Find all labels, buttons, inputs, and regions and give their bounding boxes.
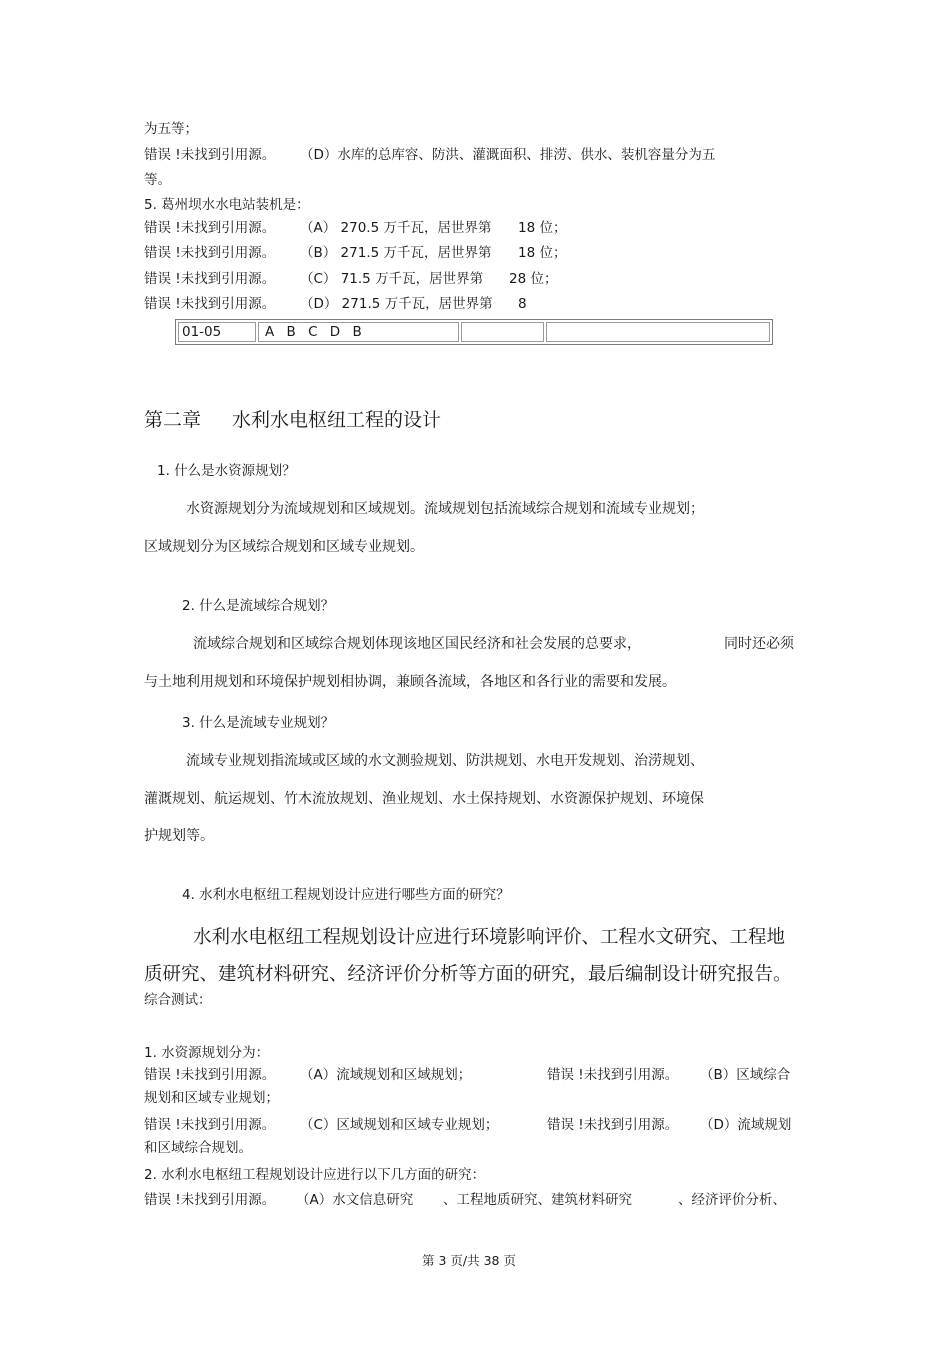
- option-b-rank: 18 位；: [518, 245, 567, 261]
- question-heading: 2. 什么是流域综合规划？: [182, 598, 335, 614]
- option-d-cont: 和区域综合规划。: [144, 1140, 252, 1156]
- option-d: （D） 271.5 万千瓦，居世界第: [300, 296, 493, 312]
- text-line: 为五等；: [144, 121, 198, 137]
- error-ref: 错误 !未找到引用源。: [547, 1117, 679, 1133]
- answer-text-large: 质研究、建筑材料研究、经济评价分析等方面的研究，最后编制设计研究报告。: [144, 964, 792, 985]
- error-ref: 错误 !未找到引用源。: [547, 1067, 679, 1083]
- section-title: 综合测试：: [144, 992, 212, 1008]
- option-c: （C） 71.5 万千瓦，居世界第: [300, 271, 484, 287]
- text-line: 等。: [144, 172, 171, 188]
- option-d: （D）流域规划: [700, 1117, 792, 1133]
- answer-text: 护规划等。: [144, 828, 214, 844]
- error-ref: 错误 !未找到引用源。: [144, 271, 276, 287]
- option-d-rank: 8: [518, 296, 527, 312]
- option-a: （A）水文信息研究: [296, 1192, 414, 1208]
- option-a-cont: 、经济评价分析、: [678, 1192, 786, 1208]
- answer-cell: [461, 322, 544, 342]
- option-a-rank: 18 位；: [518, 220, 567, 236]
- error-ref: 错误 !未找到引用源。: [144, 1192, 276, 1208]
- answer-text-large: 水利水电枢纽工程规划设计应进行环境影响评价、工程水文研究、工程地: [193, 927, 786, 948]
- answer-table: [175, 319, 773, 345]
- error-ref: 错误 !未找到引用源。: [144, 220, 276, 236]
- answer-text: 区域规划分为区域综合规划和区域专业规划。: [144, 539, 424, 555]
- question-title: 2. 水利水电枢纽工程规划设计应进行以下几方面的研究：: [144, 1167, 486, 1183]
- answer-text: 同时还必须: [724, 636, 794, 652]
- error-ref: 错误 !未找到引用源。: [144, 245, 276, 261]
- option-c: （C）区域规划和区域专业规划；: [300, 1117, 499, 1133]
- answer-text: 与土地利用规划和环境保护规划相协调，兼顾各流域，各地区和各行业的需要和发展。: [144, 674, 676, 690]
- option-a: （A） 270.5 万千瓦，居世界第: [300, 220, 492, 236]
- answer-cell: [546, 322, 770, 342]
- answer-text: 灌溉规划、航运规划、竹木流放规划、渔业规划、水土保持规划、水资源保护规划、环境保: [144, 791, 704, 807]
- error-ref: 错误 !未找到引用源。: [144, 1117, 276, 1133]
- error-ref: 错误 !未找到引用源。: [144, 296, 276, 312]
- answer-text: 水资源规划分为流域规划和区域规划。流域规划包括流域综合规划和流域专业规划；: [186, 501, 704, 517]
- option-b-cont: 规划和区域专业规划；: [144, 1090, 279, 1106]
- answer-range: 01-05: [178, 322, 256, 342]
- answer-text: 流域综合规划和区域综合规划体现该地区国民经济和社会发展的总要求，: [193, 636, 641, 652]
- question-title: 1. 水资源规划分为：: [144, 1045, 270, 1061]
- page-number: 第 3 页/共 38 页: [422, 1253, 516, 1268]
- option-a-cont: 、工程地质研究、建筑材料研究: [443, 1192, 632, 1208]
- question-heading: 1. 什么是水资源规划？: [157, 463, 296, 479]
- option-b: （B） 271.5 万千瓦，居世界第: [300, 245, 492, 261]
- question-heading: 4. 水利水电枢纽工程规划设计应进行哪些方面的研究？: [182, 887, 510, 903]
- chapter-title: 水利水电枢纽工程的设计: [232, 409, 442, 431]
- option-text: （D）水库的总库容、防洪、灌溉面积、排涝、供水、装机容量分为五: [300, 147, 716, 163]
- answer-text: 流域专业规划指流域或区域的水文测验规划、防洪规划、水电开发规划、治涝规划、: [186, 753, 704, 769]
- question-heading: 3. 什么是流域专业规划？: [182, 715, 335, 731]
- answer-letters: A B C D B: [258, 322, 459, 342]
- option-c-rank: 28 位；: [509, 271, 558, 287]
- option-a: （A）流域规划和区域规划；: [300, 1067, 472, 1083]
- option-b: （B）区域综合: [700, 1067, 791, 1083]
- error-ref: 错误 !未找到引用源。: [144, 147, 276, 163]
- chapter-number: 第二章: [144, 409, 202, 431]
- question-title: 5. 葛州坝水水电站装机是：: [144, 197, 310, 213]
- error-ref: 错误 !未找到引用源。: [144, 1067, 276, 1083]
